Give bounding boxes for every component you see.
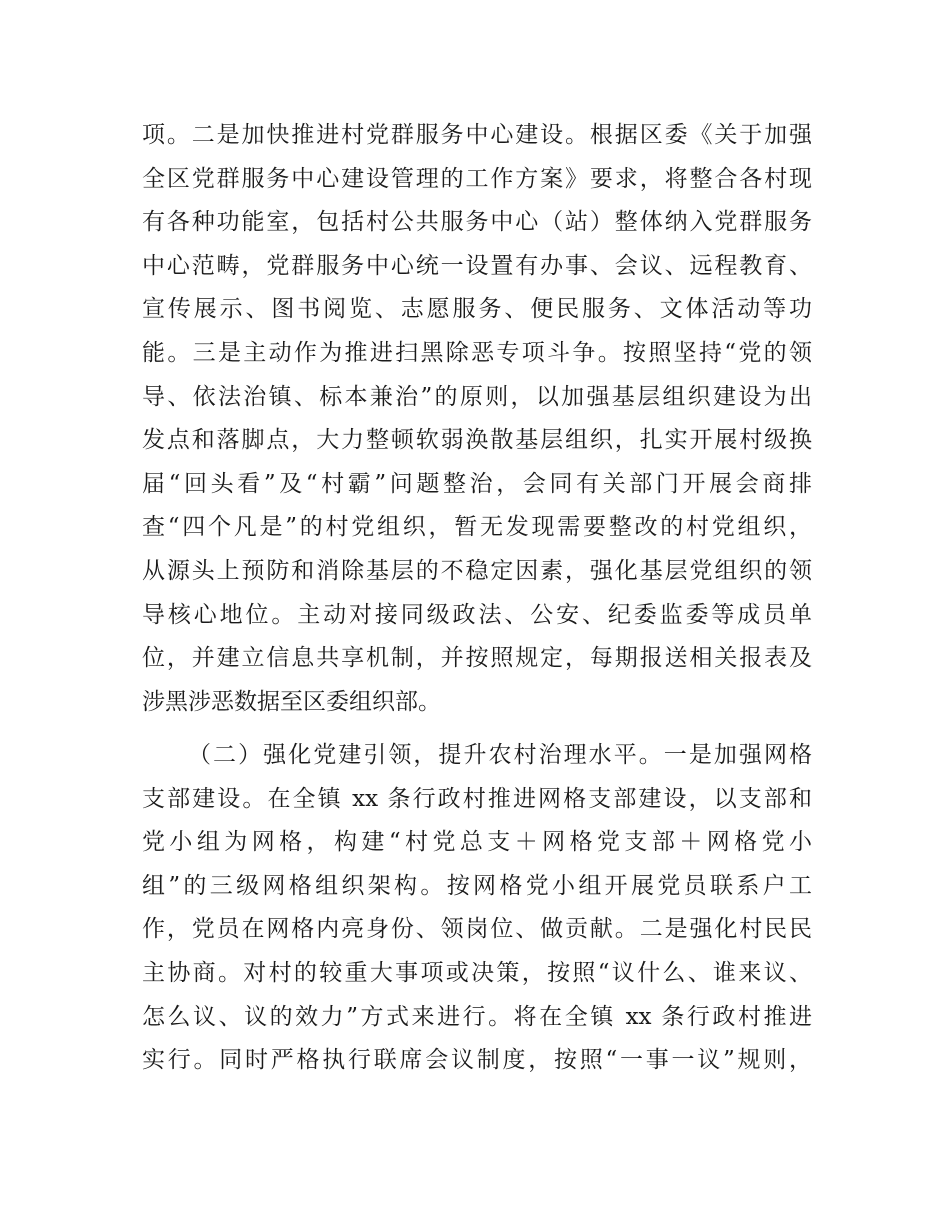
- text-line: 全区党群服务中心建设管理的工作方案》要求，将整合各村现: [142, 165, 812, 192]
- text-line: （二）强化党建引领，提升农村治理水平。一是加强网格: [188, 742, 812, 768]
- text-line: 发点和落脚点，大力整顿软弱涣散基层组织，扎实开展村级换: [142, 427, 812, 454]
- text-line: 位，并建立信息共享机制，并按照规定，每期报送相关报表及: [142, 645, 812, 672]
- text-line: 党小组为网格，构建“村党总支＋网格党支部＋网格党小: [142, 829, 812, 856]
- text-line: 主协商。对村的较重大事项或决策，按照“议什么、谁来议、: [142, 959, 812, 986]
- text-line: 查“四个凡是”的村党组织，暂无发现需要整改的村党组织，: [142, 514, 812, 541]
- text-line: 作，党员在网格内亮身份、领岗位、做贡献。二是强化村民民: [142, 916, 812, 943]
- text-line: 宣传展示、图书阅览、志愿服务、便民服务、文体活动等功: [142, 296, 812, 323]
- text-line: 中心范畴，党群服务中心统一设置有办事、会议、远程教育、: [142, 252, 812, 279]
- text-line: 支部建设。在全镇 xx 条行政村推进网格支部建设，以支部和: [142, 785, 812, 812]
- text-line: 怎么议、议的效力”方式来进行。将在全镇 xx 条行政村推进: [142, 1003, 812, 1030]
- text-line: 涉黑涉恶数据至区委组织部。: [142, 688, 441, 715]
- paragraph-2: [142, 734, 812, 1083]
- text-line: 实行。同时严格执行联席会议制度，按照“一事一议”规则，: [142, 1047, 812, 1074]
- text-line: 组”的三级网格组织架构。按网格党小组开展党员联系户工: [142, 872, 812, 899]
- text-line: 有各种功能室，包括村公共服务中心（站）整体纳入党群服务: [142, 209, 812, 236]
- text-line: 导、依法治镇、标本兼治”的原则，以加强基层组织建设为出: [142, 383, 812, 410]
- text-line: 从源头上预防和消除基层的不稳定因素，强化基层党组织的领: [142, 557, 812, 584]
- text-line: 届“回头看”及“村霸”问题整治，会同有关部门开展会商排: [142, 470, 812, 497]
- text-line: 导核心地位。主动对接同级政法、公安、纪委监委等成员单: [142, 601, 812, 628]
- text-line: 项。二是加快推进村党群服务中心建设。根据区委《关于加强: [142, 122, 812, 148]
- text-line: 能。三是主动作为推进扫黑除恶专项斗争。按照坚持“党的领: [142, 339, 812, 366]
- paragraph-1: [142, 114, 812, 724]
